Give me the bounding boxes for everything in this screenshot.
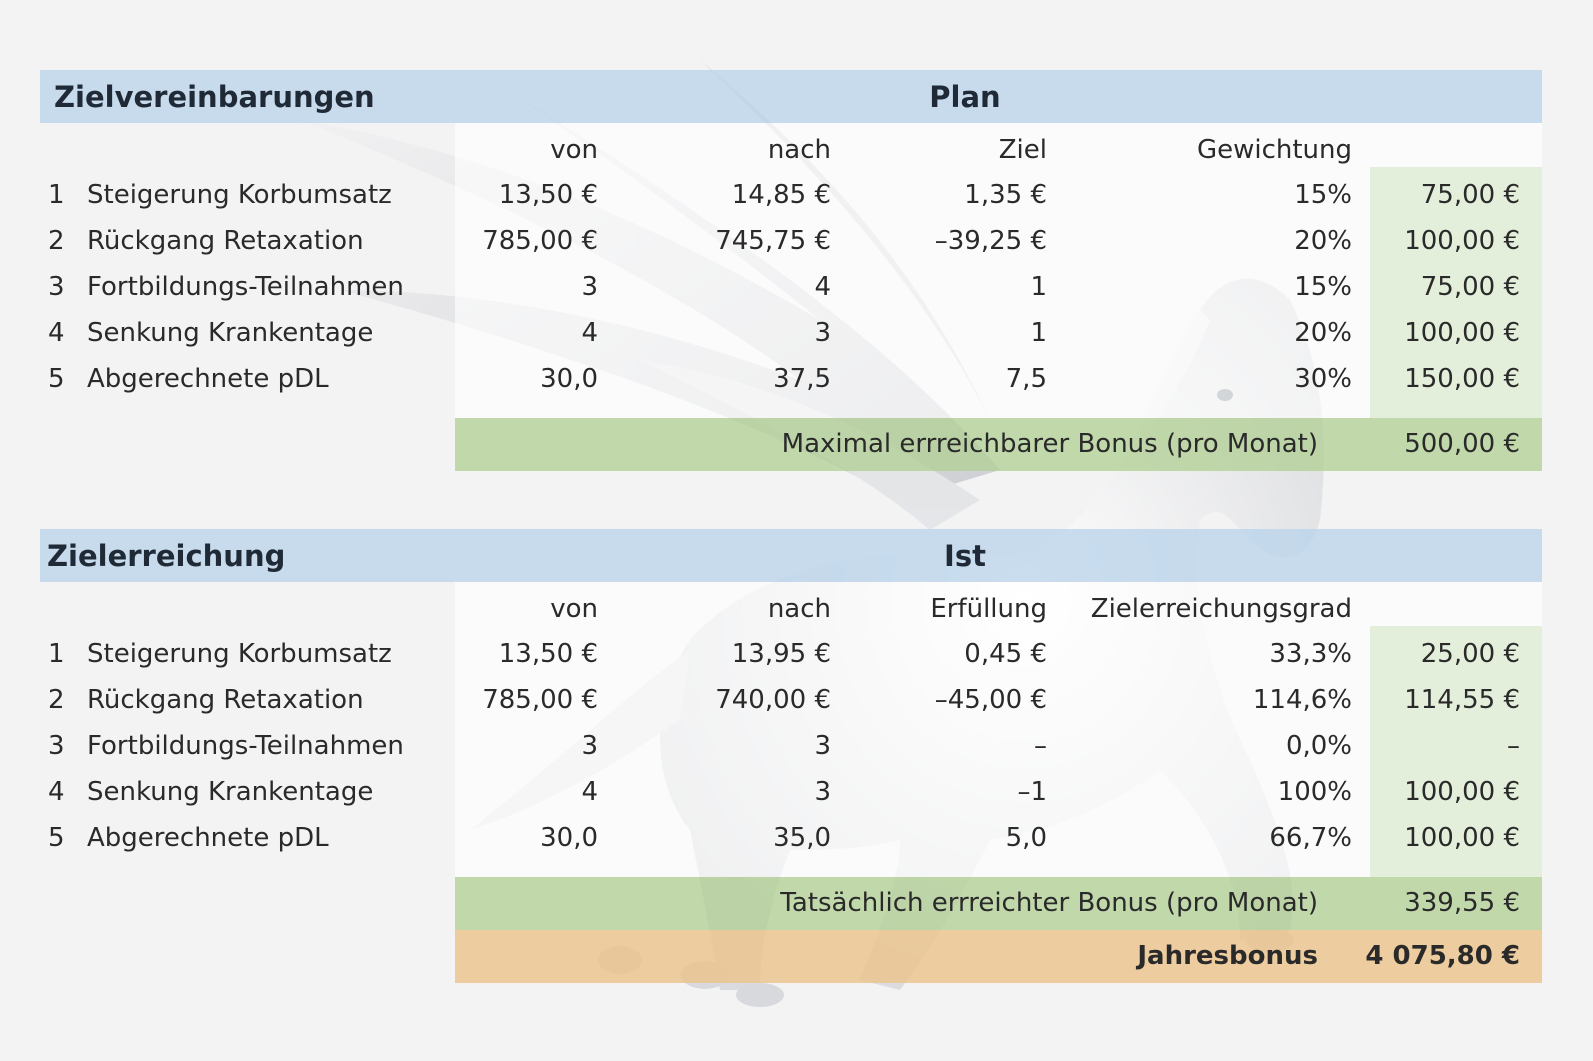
year-bonus-value: 4 075,80 € xyxy=(1365,941,1520,971)
cell-ziel: 1 xyxy=(1030,318,1047,348)
row-number: 4 xyxy=(48,318,65,348)
ist-header-label: Ist xyxy=(944,539,986,573)
cell-nach: 3 xyxy=(814,318,831,348)
plan-sum-value: 500,00 € xyxy=(1404,429,1520,459)
ist-section-title: Zielerreichung xyxy=(47,539,286,573)
cell-zielerreichungsgrad: 114,6% xyxy=(1252,685,1352,715)
plan-col-von: von xyxy=(550,135,598,165)
row-number: 2 xyxy=(48,685,65,715)
cell-von: 785,00 € xyxy=(482,685,598,715)
cell-nach: 37,5 xyxy=(773,364,831,394)
ist-col-nach: nach xyxy=(767,594,831,624)
cell-ziel: –39,25 € xyxy=(934,226,1047,256)
cell-amount: 75,00 € xyxy=(1420,272,1520,302)
cell-erfuellung: –1 xyxy=(1017,777,1047,807)
cell-ziel: 7,5 xyxy=(1005,364,1047,394)
plan-section-title: Zielvereinbarungen xyxy=(54,80,375,114)
cell-nach: 740,00 € xyxy=(715,685,831,715)
year-bonus-label: Jahresbonus xyxy=(1137,941,1318,971)
row-label: Senkung Krankentage xyxy=(87,777,374,807)
plan-col-nach: nach xyxy=(767,135,831,165)
cell-amount: 25,00 € xyxy=(1420,639,1520,669)
cell-von: 30,0 xyxy=(540,364,598,394)
cell-ziel: 1 xyxy=(1030,272,1047,302)
cell-nach: 4 xyxy=(814,272,831,302)
cell-von: 3 xyxy=(581,272,598,302)
row-number: 1 xyxy=(48,639,65,669)
cell-amount: 114,55 € xyxy=(1404,685,1520,715)
cell-amount: 100,00 € xyxy=(1404,777,1520,807)
ist-col-erfuellung: Erfüllung xyxy=(930,594,1047,624)
cell-gewichtung: 30% xyxy=(1294,364,1352,394)
cell-gewichtung: 15% xyxy=(1294,272,1352,302)
row-number: 3 xyxy=(48,272,65,302)
cell-amount: 100,00 € xyxy=(1404,226,1520,256)
row-number: 4 xyxy=(48,777,65,807)
cell-amount: 100,00 € xyxy=(1404,318,1520,348)
cell-nach: 14,85 € xyxy=(731,180,831,210)
row-label: Steigerung Korbumsatz xyxy=(87,180,392,210)
row-label: Senkung Krankentage xyxy=(87,318,374,348)
row-number: 5 xyxy=(48,823,65,853)
ist-col-von: von xyxy=(550,594,598,624)
row-label: Abgerechnete pDL xyxy=(87,823,329,853)
cell-amount: 100,00 € xyxy=(1404,823,1520,853)
plan-col-gewichtung: Gewichtung xyxy=(1196,135,1352,165)
cell-zielerreichungsgrad: 0,0% xyxy=(1285,731,1352,761)
cell-erfuellung: –45,00 € xyxy=(934,685,1047,715)
plan-sum-label: Maximal errreichbarer Bonus (pro Monat) xyxy=(781,429,1318,459)
cell-zielerreichungsgrad: 100% xyxy=(1277,777,1352,807)
cell-gewichtung: 15% xyxy=(1294,180,1352,210)
row-number: 2 xyxy=(48,226,65,256)
cell-von: 785,00 € xyxy=(482,226,598,256)
row-label: Fortbildungs-Teilnahmen xyxy=(87,731,404,761)
cell-von: 13,50 € xyxy=(498,639,598,669)
cell-erfuellung: 5,0 xyxy=(1005,823,1047,853)
cell-amount: 75,00 € xyxy=(1420,180,1520,210)
cell-erfuellung: 0,45 € xyxy=(964,639,1047,669)
ist-sum-value: 339,55 € xyxy=(1404,888,1520,918)
ist-sum-label: Tatsächlich errreichter Bonus (pro Monat) xyxy=(780,888,1318,918)
row-number: 5 xyxy=(48,364,65,394)
cell-amount: – xyxy=(1507,731,1520,761)
cell-gewichtung: 20% xyxy=(1294,226,1352,256)
cell-gewichtung: 20% xyxy=(1294,318,1352,348)
cell-von: 30,0 xyxy=(540,823,598,853)
row-label: Rückgang Retaxation xyxy=(87,685,364,715)
cell-nach: 35,0 xyxy=(773,823,831,853)
row-label: Fortbildungs-Teilnahmen xyxy=(87,272,404,302)
ist-col-zielerreichungsgrad: Zielerreichungsgrad xyxy=(1090,594,1352,624)
row-number: 1 xyxy=(48,180,65,210)
cell-zielerreichungsgrad: 33,3% xyxy=(1269,639,1352,669)
plan-header-label: Plan xyxy=(929,80,1001,114)
cell-von: 3 xyxy=(581,731,598,761)
cell-von: 13,50 € xyxy=(498,180,598,210)
cell-amount: 150,00 € xyxy=(1404,364,1520,394)
cell-nach: 13,95 € xyxy=(731,639,831,669)
cell-ziel: 1,35 € xyxy=(964,180,1047,210)
row-number: 3 xyxy=(48,731,65,761)
cell-von: 4 xyxy=(581,318,598,348)
row-label: Abgerechnete pDL xyxy=(87,364,329,394)
cell-nach: 3 xyxy=(814,731,831,761)
cell-zielerreichungsgrad: 66,7% xyxy=(1269,823,1352,853)
row-label: Rückgang Retaxation xyxy=(87,226,364,256)
row-label: Steigerung Korbumsatz xyxy=(87,639,392,669)
cell-nach: 3 xyxy=(814,777,831,807)
plan-col-ziel: Ziel xyxy=(998,135,1047,165)
cell-nach: 745,75 € xyxy=(715,226,831,256)
cell-von: 4 xyxy=(581,777,598,807)
cell-erfuellung: – xyxy=(1034,731,1047,761)
